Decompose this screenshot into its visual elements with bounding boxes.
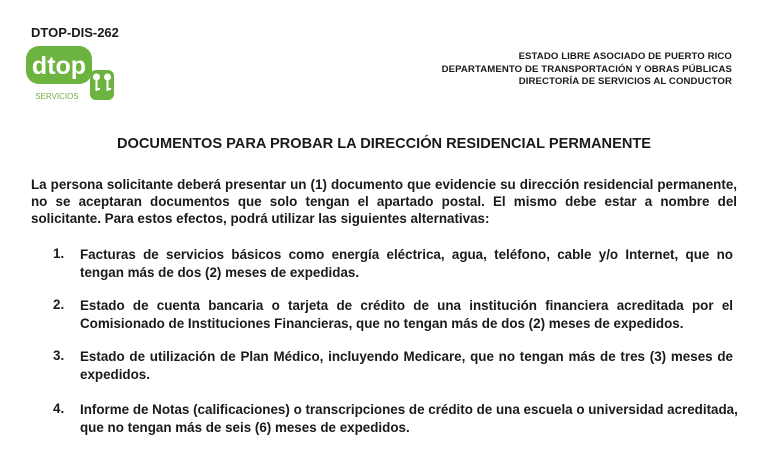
item-number: 4. (53, 401, 65, 416)
logo-subtitle: SERVICIOS (35, 92, 79, 101)
item-line: expedidos. (80, 367, 150, 382)
logo-wordmark: dtop (31, 52, 87, 80)
item-text (80, 246, 733, 282)
agency-block (442, 51, 732, 89)
agency-line: ESTADO LIBRE ASOCIADO DE PUERTO RICO (518, 51, 732, 62)
intro-line: no se aceptaran documentos que solo tengan el apartado postal. El mismo debe estar a nombre del (31, 194, 737, 209)
keys-icon (90, 70, 114, 100)
item-line: tengan más de dos (2) meses de expedidas. (80, 265, 360, 280)
item-number: 1. (53, 246, 65, 261)
item-text (80, 297, 733, 333)
item-line: Estado de cuenta bancaria o tarjeta de crédito de una institución financiera acreditada por el (80, 298, 733, 313)
item-number: 3. (53, 348, 65, 363)
item-text (80, 348, 733, 384)
item-line: Estado de utilización de Plan Médico, incluyendo Medicare, que no tengan más de tres (3) meses de (80, 349, 733, 364)
dtop-logo (26, 44, 118, 102)
agency-line: DIRECTORÍA DE SERVICIOS AL CONDUCTOR (518, 76, 732, 87)
item-line: Facturas de servicios básicos como energía eléctrica, agua, teléfono, cable y/o Internet, que no (80, 247, 733, 262)
item-line: Informe de Notas (calificaciones) o transcripciones de crédito de una escuela o universidad acreditada, (80, 402, 738, 417)
item-line: que no tengan más de seis (6) meses de expedidos. (80, 420, 410, 435)
item-text (80, 401, 738, 437)
intro-line: La persona solicitante deberá presentar un (1) documento que evidencie su dirección residencial permanente, (31, 177, 737, 192)
intro-line: solicitante. Para estos efectos, podrá utilizar las siguientes alternativas: (31, 211, 490, 226)
document-code: DTOP-DIS-262 (31, 25, 119, 40)
item-line: Comisionado de Instituciones Financieras, que no tengan más de dos (2) meses de expedidos. (80, 316, 684, 331)
page-title: DOCUMENTOS PARA PROBAR LA DIRECCIÓN RESIDENCIAL PERMANENTE (116, 136, 652, 152)
item-number: 2. (53, 297, 65, 312)
agency-line: DEPARTAMENTO DE TRANSPORTACIÓN Y OBRAS PÚBLICAS (441, 63, 732, 75)
intro-paragraph (31, 176, 737, 227)
